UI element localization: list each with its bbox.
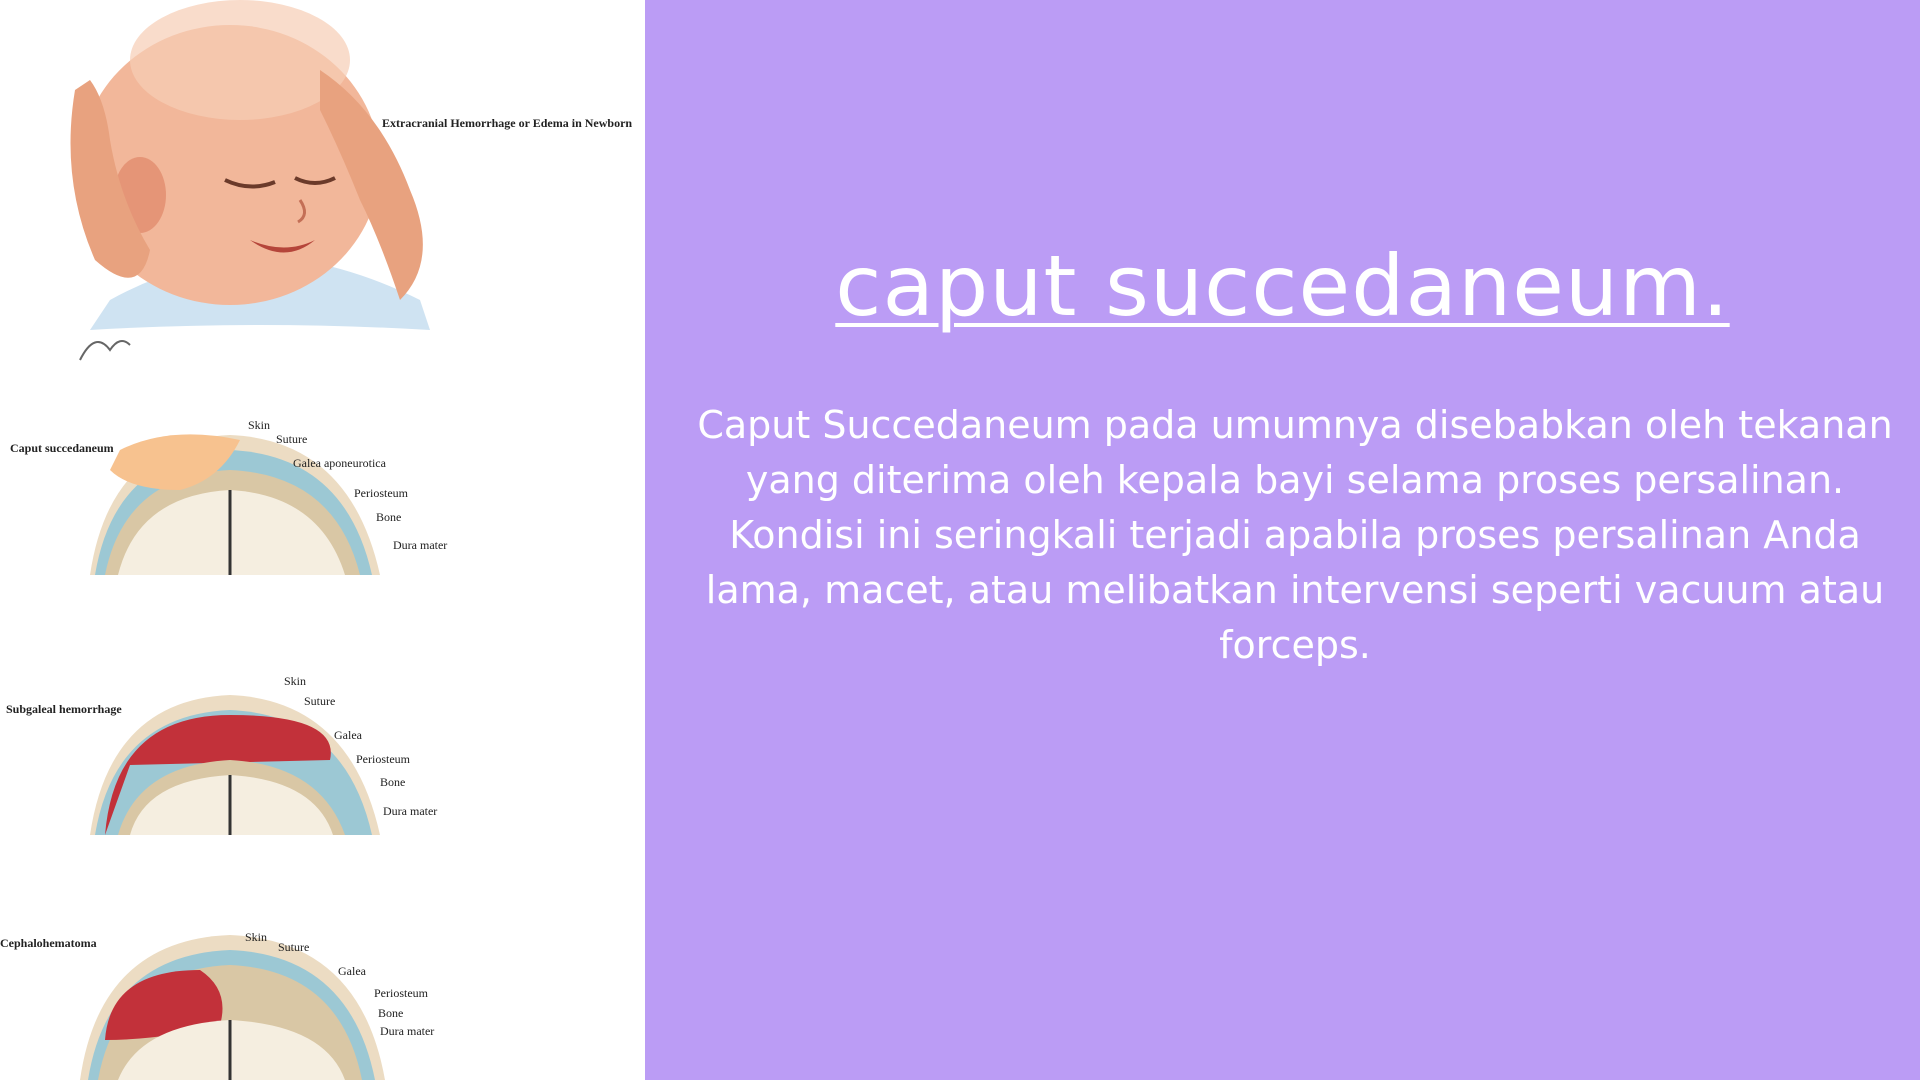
- figure-caption: Extracranial Hemorrhage or Edema in Newborn: [382, 116, 633, 130]
- slide-body-text: Caput Succedaneum pada umumnya disebabkan oleh tekanan yang diterima oleh kepala bayi selama proses persalinan. Kondisi ini seringkali terjadi apabila proses persalinan Anda lama, macet, atau melibatkan intervensi seperti vacuum atau forceps.: [697, 403, 1893, 667]
- diagram-3-label-5: Bone: [378, 1006, 404, 1020]
- content-panel: [645, 0, 1920, 1080]
- illustration-panel: [0, 0, 645, 1080]
- diagram-3-label-6: Dura mater: [380, 1024, 435, 1038]
- diagram-3-label-3: Galea: [338, 964, 366, 978]
- diagram-2-label-4: Periosteum: [356, 752, 410, 766]
- diagram-3-label-4: Periosteum: [374, 986, 428, 1000]
- diagram-2-label-5: Bone: [380, 775, 406, 789]
- slide-title: caput succedaneum.: [835, 237, 1730, 335]
- diagram-3-name: Cephalohematoma: [0, 936, 97, 950]
- diagram-3-label-2: Suture: [278, 940, 310, 954]
- diagram-2-label-6: Dura mater: [383, 804, 438, 818]
- diagram-3-label-1: Skin: [245, 930, 268, 944]
- diagram-1-name: Caput succedaneum: [10, 441, 114, 455]
- diagram-2-label-3: Galea: [334, 728, 362, 742]
- diagram-1-label-2: Suture: [276, 432, 308, 446]
- diagram-2-name: Subgaleal hemorrhage: [6, 702, 122, 716]
- diagram-1-label-1: Skin: [248, 418, 271, 432]
- diagram-1-label-3: Galea aponeurotica: [293, 456, 386, 470]
- diagram-1-label-5: Bone: [376, 510, 402, 524]
- diagram-1-label-4: Periosteum: [354, 486, 408, 500]
- cephalohematoma-diagram: [0, 930, 645, 1080]
- newborn-head-illustration: [0, 0, 645, 380]
- diagram-1-label-6: Dura mater: [393, 538, 448, 552]
- diagram-2-label-2: Suture: [304, 694, 336, 708]
- diagram-2-label-1: Skin: [284, 674, 307, 688]
- caput-succedaneum-diagram: [0, 410, 645, 580]
